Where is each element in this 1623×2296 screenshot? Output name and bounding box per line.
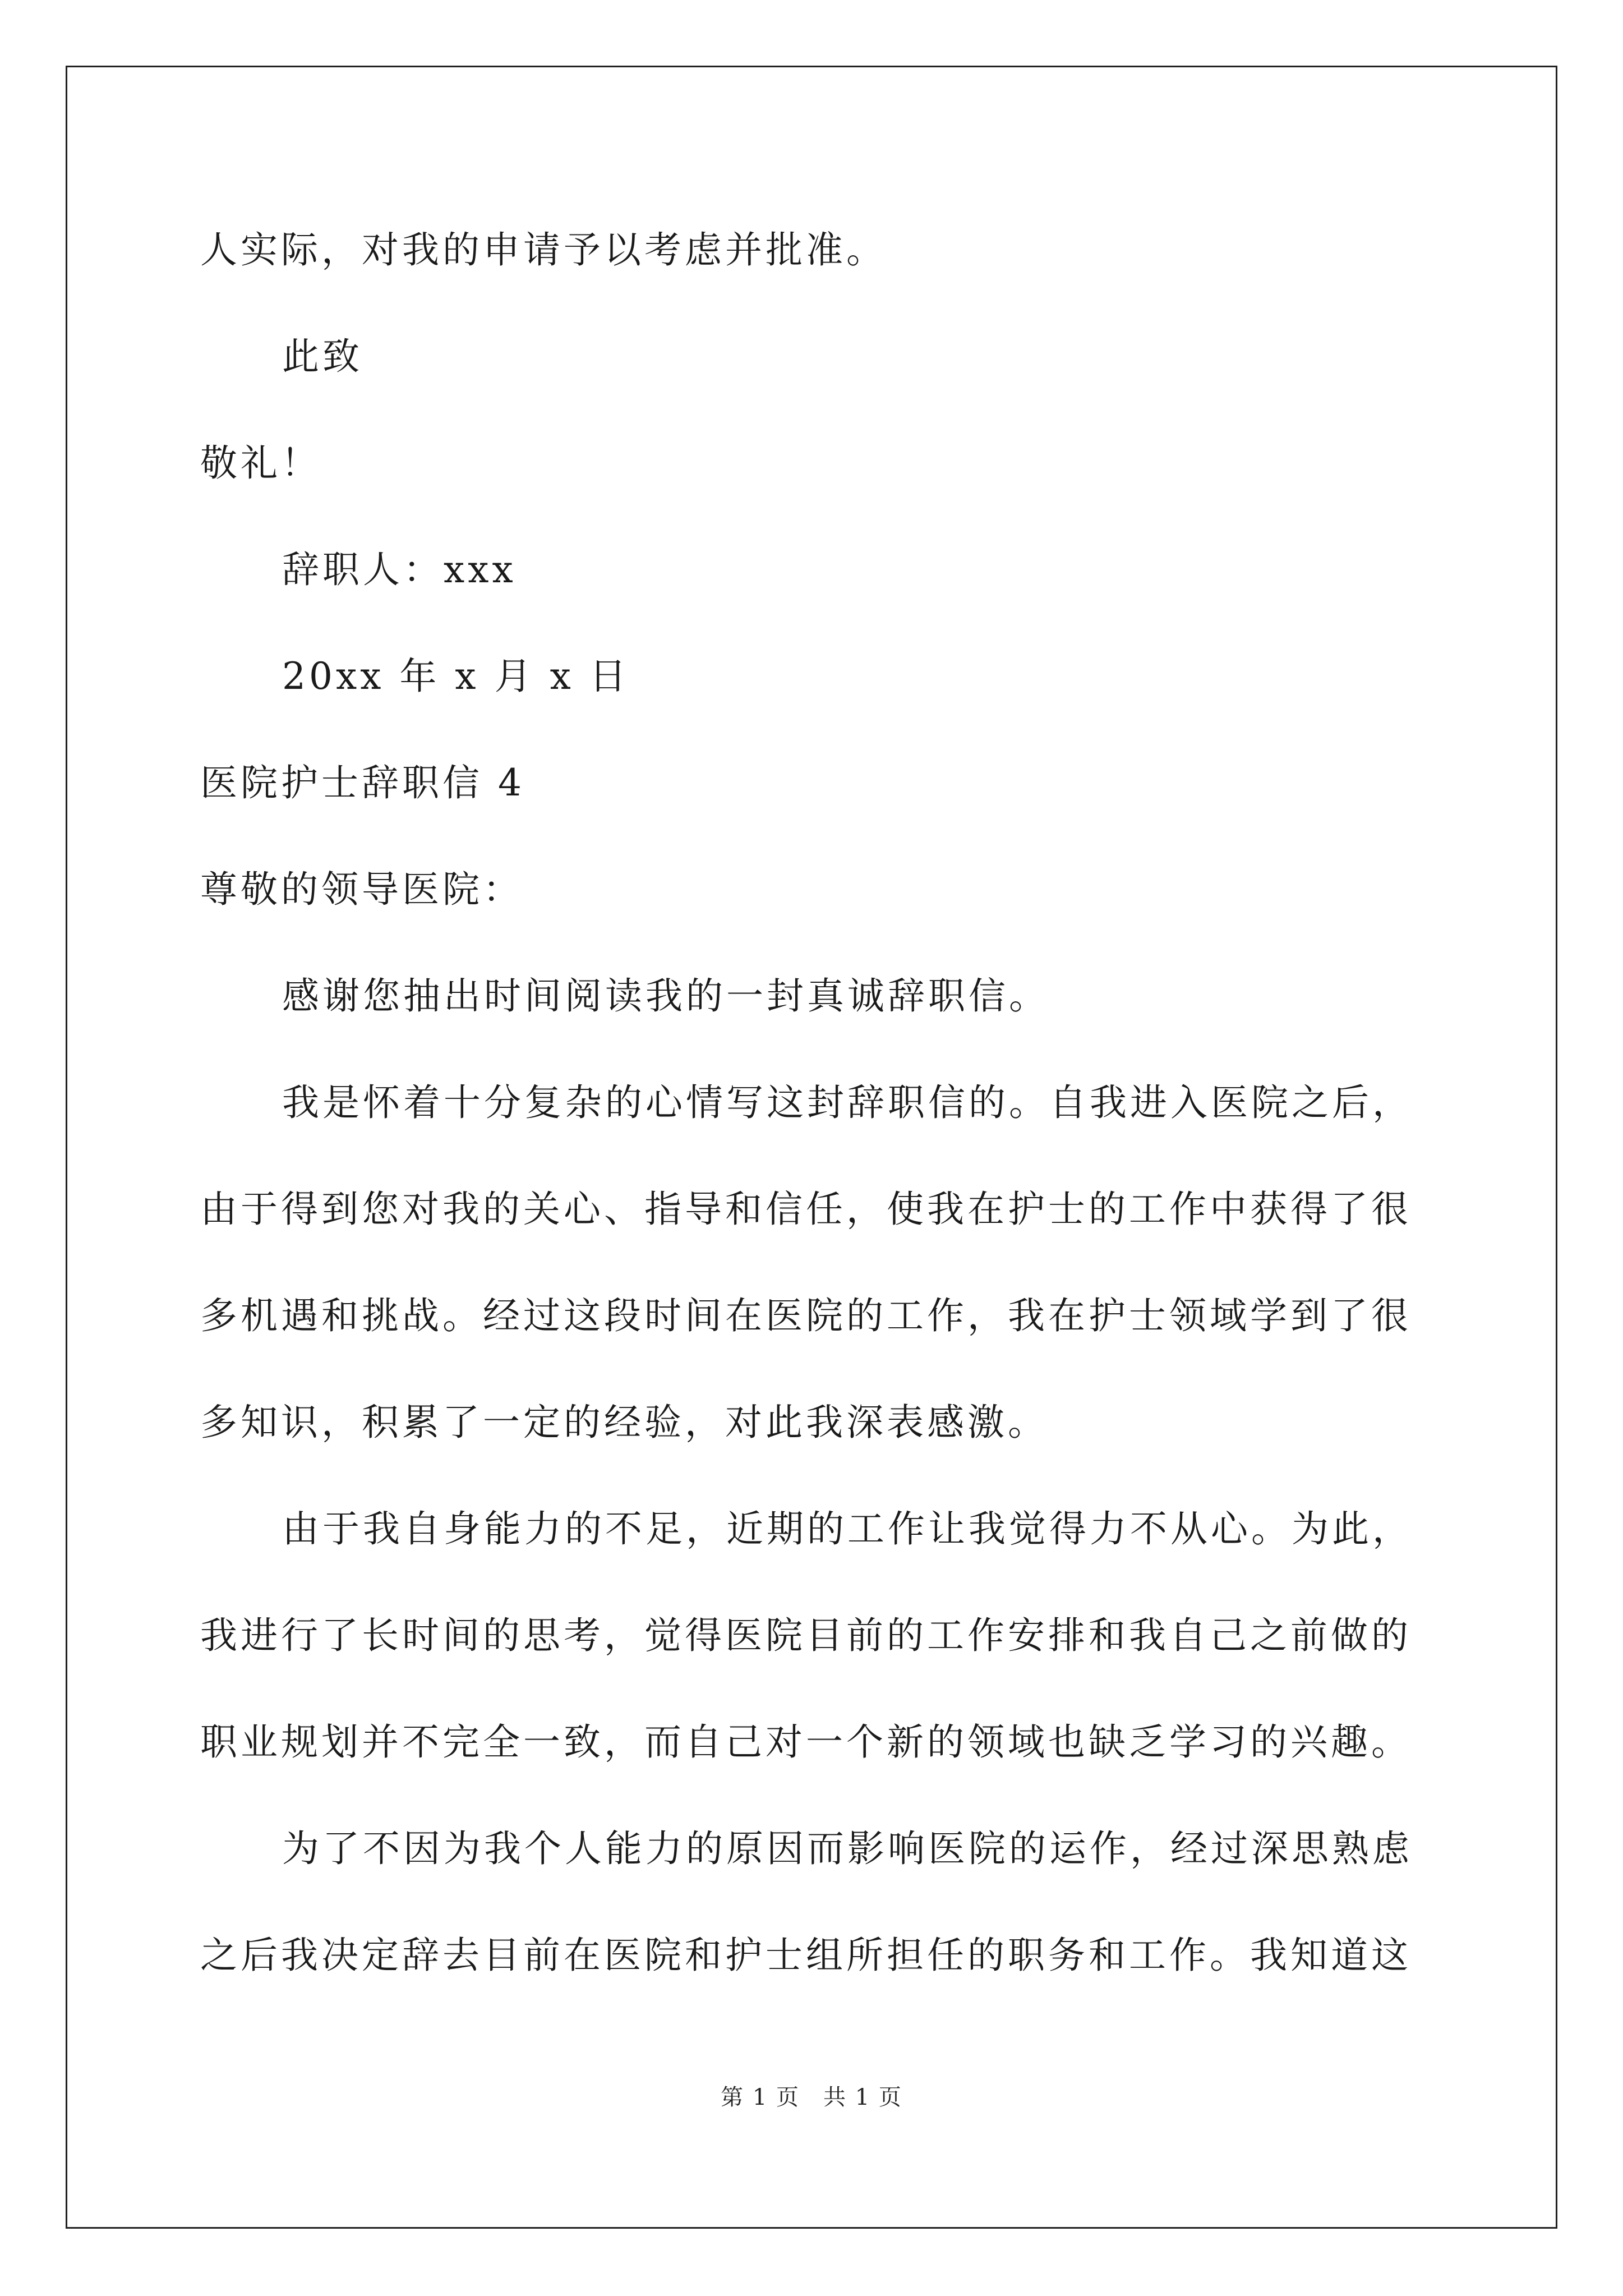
text-line-1: 人实际，对我的申请予以考虑并批准。 xyxy=(200,228,887,272)
page-footer: 第 1 页 共 1 页 xyxy=(721,2085,902,2110)
letter-title: 医院护士辞职信 4 xyxy=(200,761,525,804)
text-line-4: 辞职人：xxx xyxy=(282,548,517,591)
text-line-5: 20xx 年 x 月 x 日 xyxy=(282,655,630,698)
text-line-3: 敬礼！ xyxy=(200,441,321,485)
text-line-8: 感谢您抽出时间阅读我的一封真诚辞职信。 xyxy=(282,974,1049,1018)
text-line-7: 尊敬的领导医院： xyxy=(200,868,523,911)
text-line-11: 多机遇和挑战。经过这段时间在医院的工作，我在护士领域学到了很 xyxy=(200,1294,1412,1337)
text-line-9: 我是怀着十分复杂的心情写这封辞职信的。自我进入医院之后， xyxy=(282,1081,1413,1124)
text-line-16: 为了不因为我个人能力的原因而影响医院的运作，经过深思熟虑 xyxy=(282,1827,1413,1870)
text-line-17: 之后我决定辞去目前在医院和护士组所担任的职务和工作。我知道这 xyxy=(200,1934,1412,1977)
text-line-13: 由于我自身能力的不足，近期的工作让我觉得力不从心。为此， xyxy=(282,1507,1413,1550)
page-border xyxy=(66,66,1557,2229)
text-line-12: 多知识，积累了一定的经验，对此我深表感激。 xyxy=(200,1401,1048,1444)
text-line-10: 由于得到您对我的关心、指导和信任，使我在护士的工作中获得了很 xyxy=(200,1188,1412,1231)
text-line-14: 我进行了长时间的思考，觉得医院目前的工作安排和我自己之前做的 xyxy=(200,1614,1412,1657)
text-line-15: 职业规划并不完全一致，而自己对一个新的领域也缺乏学习的兴趣。 xyxy=(200,1720,1412,1764)
text-line-2: 此致 xyxy=(282,335,363,378)
